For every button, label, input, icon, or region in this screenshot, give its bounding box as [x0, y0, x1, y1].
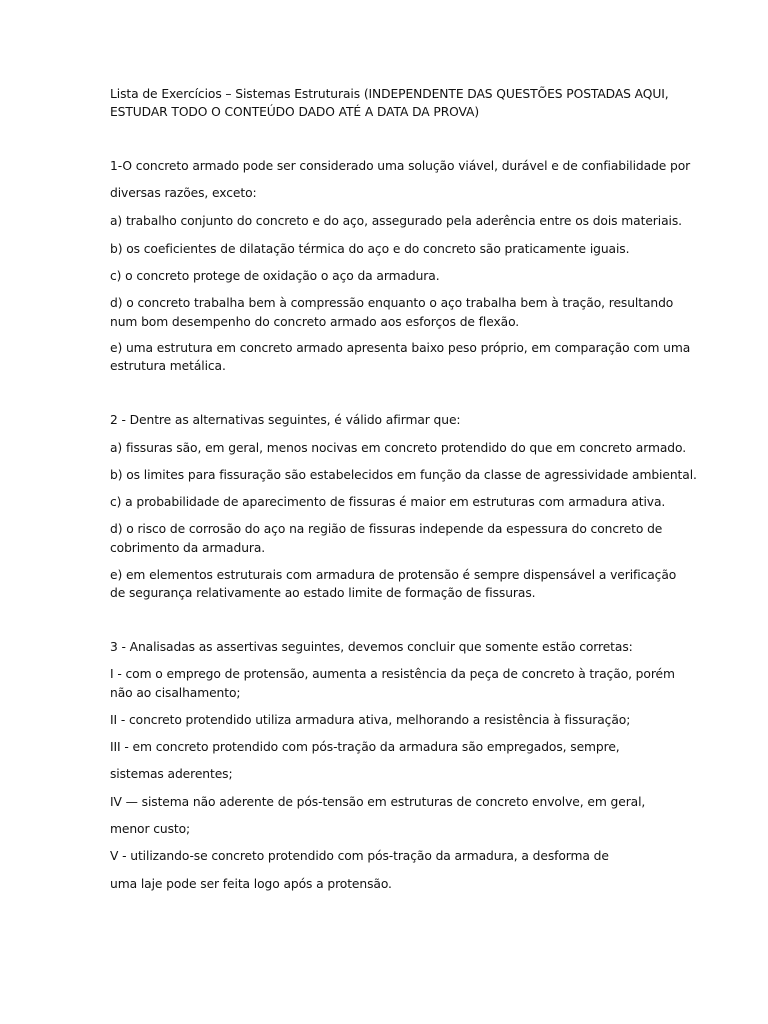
question-3-stem: 3 - Analisadas as assertivas seguintes, devemos concluir que somente estão corretas:	[110, 640, 633, 654]
question-3-assertion-iii-line-1: III - em concreto protendido com pós-tração da armadura são empregados, sempre,	[110, 740, 620, 754]
question-3-assertion-i-line-2: não ao cisalhamento;	[110, 686, 241, 700]
question-3-assertion-v-line-1: V - utilizando-se concreto protendido com pós-tração da armadura, a desforma de	[110, 849, 609, 863]
question-1-stem-line-1: 1-O concreto armado pode ser considerado uma solução viável, durável e de confiabilidade por	[110, 159, 691, 173]
question-3-assertion-iii-line-2: sistemas aderentes;	[110, 767, 233, 781]
question-1-option-d-line-2: num bom desempenho do concreto armado aos esforços de flexão.	[110, 315, 520, 329]
question-1-option-a: a) trabalho conjunto do concreto e do aço, assegurado pela aderência entre os dois materiais.	[110, 214, 682, 228]
question-3-assertion-ii: II - concreto protendido utiliza armadura ativa, melhorando a resistência à fissuração;	[110, 713, 631, 727]
question-2-option-d-line-1: d) o risco de corrosão do aço na região de fissuras independe da espessura do concreto de	[110, 522, 663, 536]
question-2-option-c: c) a probabilidade de aparecimento de fissuras é maior em estruturas com armadura ativa.	[110, 495, 666, 509]
question-1-option-e-line-1: e) uma estrutura em concreto armado apresenta baixo peso próprio, em comparação com uma	[110, 341, 691, 355]
document-title-line-1: Lista de Exercícios – Sistemas Estruturais (INDEPENDENTE DAS QUESTÕES POSTADAS AQUI,	[110, 87, 669, 101]
question-2-option-e-line-2: de segurança relativamente ao estado limite de formação de fissuras.	[110, 586, 536, 600]
question-3-assertion-iv-line-1: IV — sistema não aderente de pós-tensão em estruturas de concreto envolve, em geral,	[110, 795, 646, 809]
question-1-option-e-line-2: estrutura metálica.	[110, 359, 226, 373]
question-3-assertion-v-line-2: uma laje pode ser feita logo após a protensão.	[110, 877, 392, 891]
question-3-assertion-i-line-1: I - com o emprego de protensão, aumenta a resistência da peça de concreto à tração, porém	[110, 667, 675, 681]
question-2-stem: 2 - Dentre as alternativas seguintes, é válido afirmar que:	[110, 413, 461, 427]
question-1-option-c: c) o concreto protege de oxidação o aço da armadura.	[110, 269, 440, 283]
document-title-line-2: ESTUDAR TODO O CONTEÚDO DADO ATÉ A DATA DA PROVA)	[110, 105, 480, 119]
question-2-option-b: b) os limites para fissuração são estabelecidos em função da classe de agressividade ambiental.	[110, 468, 697, 482]
question-1-stem-line-2: diversas razões, exceto:	[110, 186, 257, 200]
question-2-option-d-line-2: cobrimento da armadura.	[110, 541, 266, 555]
question-2-option-e-line-1: e) em elementos estruturais com armadura de protensão é sempre dispensável a verificação	[110, 568, 677, 582]
question-3-assertion-iv-line-2: menor custo;	[110, 822, 191, 836]
question-2-option-a: a) fissuras são, em geral, menos nocivas em concreto protendido do que em concreto armado.	[110, 441, 687, 455]
question-1-option-b: b) os coeficientes de dilatação térmica do aço e do concreto são praticamente iguais.	[110, 242, 630, 256]
question-1-option-d-line-1: d) o concreto trabalha bem à compressão enquanto o aço trabalha bem à tração, resultando	[110, 296, 674, 310]
